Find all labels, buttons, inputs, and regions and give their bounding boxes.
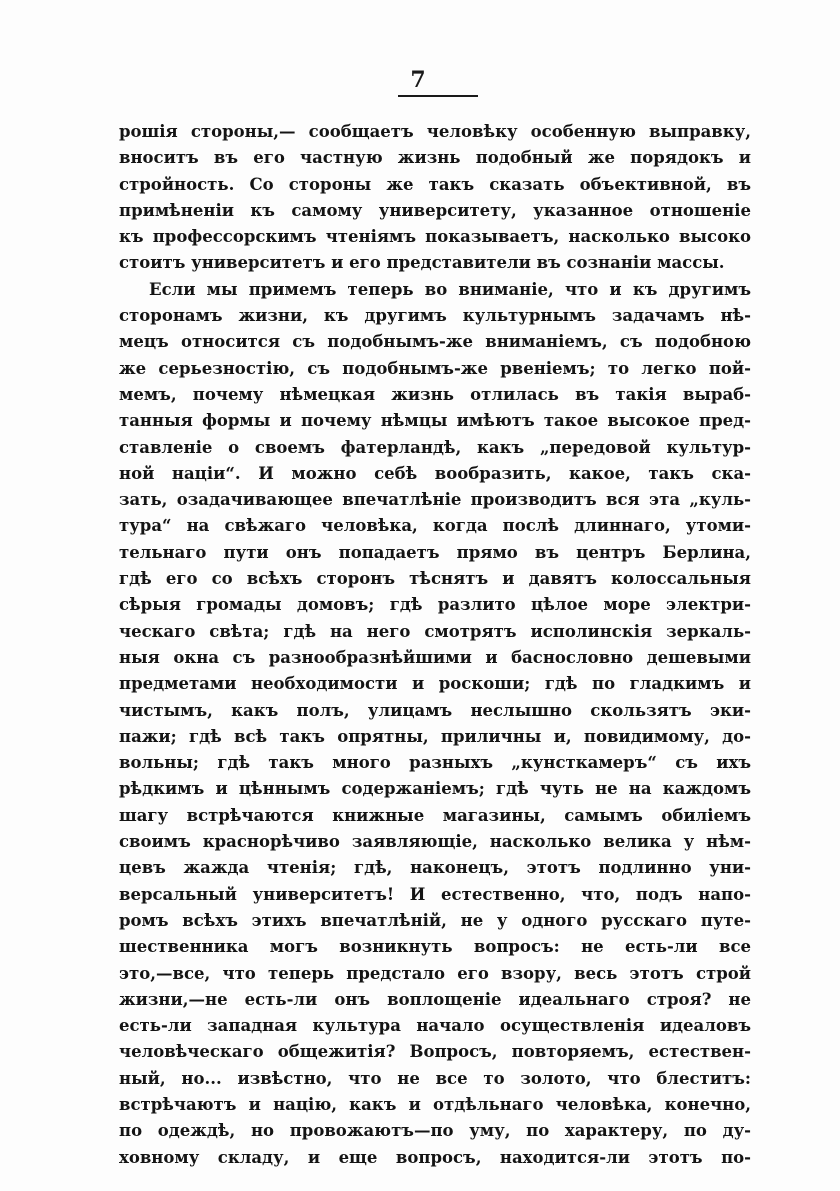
text-line: встрѣчаютъ и націю, какъ и отдѣльнаго человѣка, конечно, <box>119 1094 751 1114</box>
text-line: же серьезностію, съ подобнымъ-же рвеніемъ; то легко пой- <box>119 358 751 378</box>
text-line: тура“ на свѣжаго человѣка, когда послѣ длиннаго, утоми- <box>119 516 751 536</box>
text-line: сторонамъ жизни, къ другимъ культурнымъ задачамъ нѣ- <box>119 306 751 326</box>
text-line: тельнаго пути онъ попадаетъ прямо въ центръ Берлина, <box>119 542 751 562</box>
text-line: вноситъ въ его частную жизнь подобный же порядокъ и <box>119 148 751 168</box>
text-line: чистымъ, какъ полъ, улицамъ неслышно скользятъ эки- <box>119 700 751 720</box>
text-line: шественника могъ возникнуть вопросъ: не есть-ли все <box>119 937 751 957</box>
page-number-area <box>0 68 840 92</box>
text-line: по одеждѣ, но провожаютъ—по уму, по характеру, по ду- <box>119 1121 751 1141</box>
text-line: мемъ, почему нѣмецкая жизнь отлилась въ такія выраб- <box>119 384 751 404</box>
text-line: версальный университетъ! И естественно, что, подъ напо- <box>119 884 751 904</box>
paragraph <box>119 119 751 277</box>
paragraph <box>119 277 751 1171</box>
text-line: Если мы примемъ теперь во вниманіе, что и къ другимъ <box>149 279 751 299</box>
text-line: мецъ относится съ подобнымъ-же вниманіемъ, съ подобною <box>119 332 751 352</box>
page-number-rule <box>398 95 478 97</box>
body-text <box>119 119 751 1171</box>
text-line: ческаго свѣта; гдѣ на него смотрятъ исполинскія зеркаль- <box>119 621 751 641</box>
text-line: шагу встрѣчаются книжные магазины, самымъ обиліемъ <box>119 805 751 825</box>
text-line: ный, но... извѣстно, что не все то золото, что блеститъ: <box>119 1068 751 1088</box>
text-line: къ профессорскимъ чтеніямъ показываетъ, насколько высоко <box>119 227 751 247</box>
text-line: цевъ жажда чтенія; гдѣ, наконецъ, этотъ подлинно уни- <box>119 858 751 878</box>
text-line: рошія стороны,— сообщаетъ человѣку особенную выправку, <box>119 122 751 141</box>
text-line: это,—все, что теперь предстало его взору, весь этотъ строй <box>119 963 751 983</box>
text-line: ной націи“. И можно себѣ вообразить, какое, такъ ска- <box>119 463 751 483</box>
text-line: стоитъ университетъ и его представители въ сознаніи массы. <box>119 253 725 273</box>
text-line: своимъ краснорѣчиво заявляющіе, насколько велика у нѣм- <box>119 832 751 852</box>
text-line: стройность. Со стороны же такъ сказать объективной, въ <box>119 174 751 194</box>
page-number: 7 <box>410 67 426 93</box>
text-line: гдѣ его со всѣхъ сторонъ тѣснятъ и давятъ колоссальныя <box>119 569 751 589</box>
text-line: ныя окна съ разнообразнѣйшими и баснословно дешевыми <box>119 647 751 667</box>
text-line: сѣрыя громады домовъ; гдѣ разлито цѣлое море электри- <box>119 595 751 615</box>
text-line: ромъ всѣхъ этихъ впечатлѣній, не у одного русскаго путе- <box>119 910 751 930</box>
text-line: рѣдкимъ и цѣннымъ содержаніемъ; гдѣ чуть не на каждомъ <box>119 779 751 799</box>
text-line: человѣческаго общежитія? Вопросъ, повторяемъ, естествен- <box>119 1042 751 1062</box>
text-line: ставленіе о своемъ фатерландѣ, какъ „передовой культур- <box>119 437 751 457</box>
text-line: пажи; гдѣ всѣ такъ опрятны, приличны и, повидимому, до- <box>119 726 751 746</box>
text-line: танныя формы и почему нѣмцы имѣютъ такое высокое пред- <box>119 411 751 431</box>
text-line: есть-ли западная культура начало осуществленія идеаловъ <box>119 1016 751 1036</box>
text-line: ховному складу, и еще вопросъ, находится-ли этотъ по- <box>119 1147 751 1167</box>
text-line: примѣненіи къ самому университету, указанное отношеніе <box>119 200 751 220</box>
text-line: зать, озадачивающее впечатлѣніе производитъ вся эта „куль- <box>119 490 751 510</box>
text-line: вольны; гдѣ такъ много разныхъ „кунсткамеръ“ съ ихъ <box>119 753 751 773</box>
text-line: предметами необходимости и роскоши; гдѣ по гладкимъ и <box>119 674 751 694</box>
text-line: жизни,—не есть-ли онъ воплощеніе идеальнаго строя? не <box>119 989 751 1009</box>
